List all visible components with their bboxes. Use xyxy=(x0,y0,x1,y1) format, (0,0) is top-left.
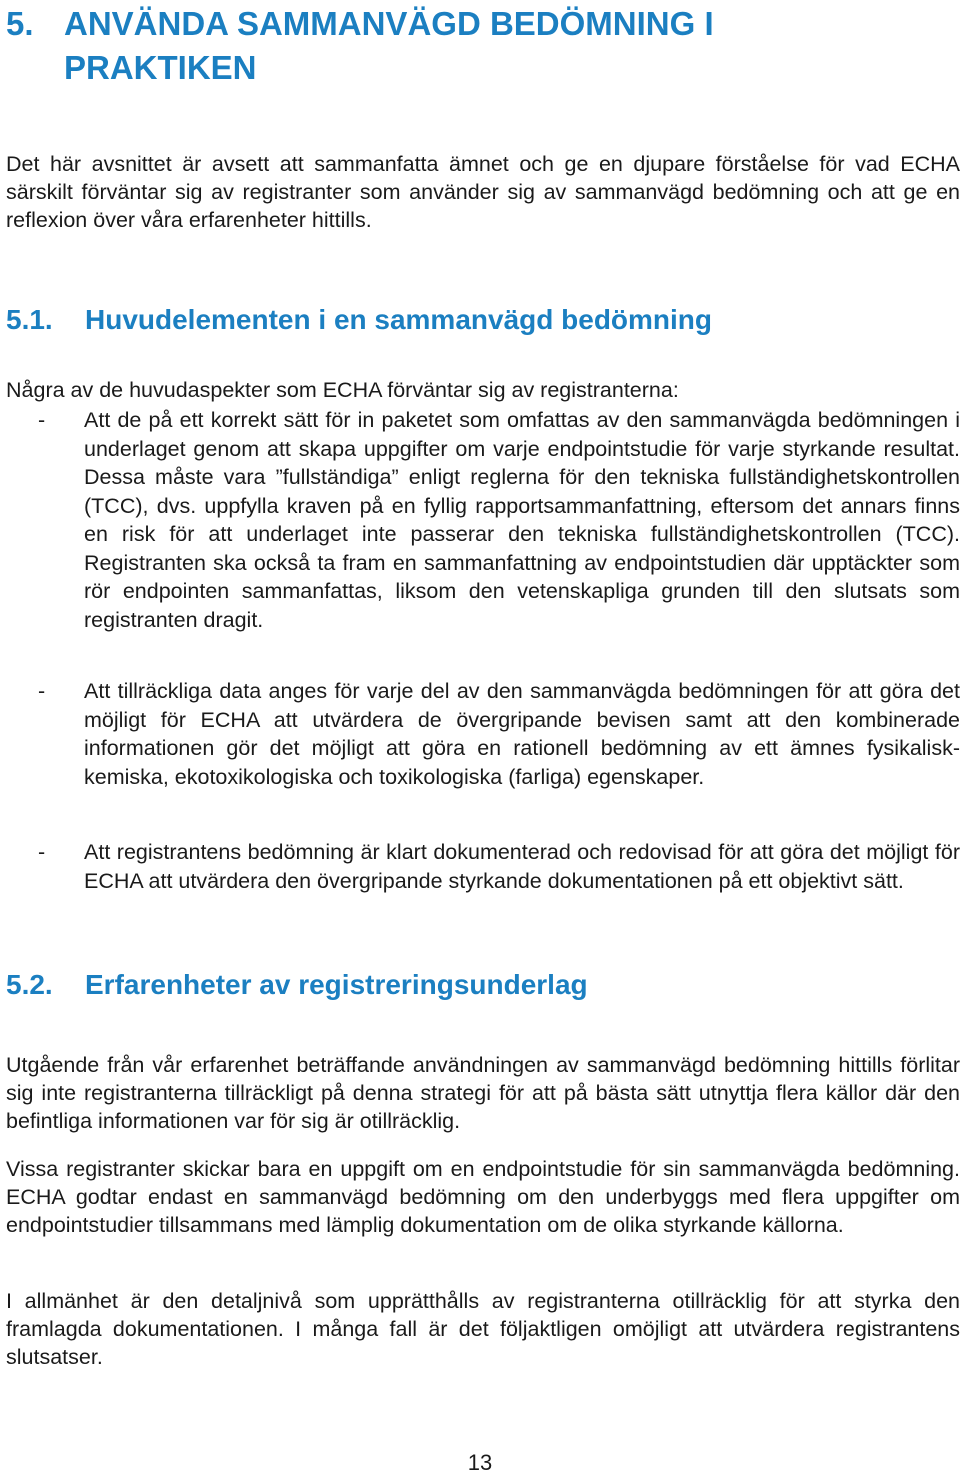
bullet-dash: - xyxy=(38,408,46,432)
bullet-text: Att registrantens bedömning är klart dokumenterad och redovisad för att göra det möjligt för ECHA att utvärdera den övergripande styrkande dokumentationen på ett objektivt sätt. xyxy=(84,840,960,893)
section-5-2-title: Erfarenheter av registreringsunderlag xyxy=(85,969,588,1000)
section-5-1-lead: Några av de huvudaspekter som ECHA förväntar sig av registranterna: xyxy=(6,378,679,402)
bullet-dash: - xyxy=(38,679,46,703)
chapter-title xyxy=(6,2,946,90)
intro-paragraph: Det här avsnittet är avsett att sammanfatta ämnet och ge en djupare förståelse för vad ECHA särskilt förväntar sig av registranter som använder sig av sammanvägd bedömning och att ge en reflexion över våra erfarenheter hittills. xyxy=(6,152,960,232)
section-5-2-paragraph: Utgående från vår erfarenhet beträffande användningen av sammanvägd bedömning hittills förlitar sig inte registranterna tillräckligt på denna strategi för att på bästa sätt utnyttja flera källor där den befintliga informationen var för sig är otillräcklig. xyxy=(6,1053,960,1133)
chapter-number: 5. xyxy=(6,5,34,42)
chapter-title-line1: ANVÄNDA SAMMANVÄGD BEDÖMNING I xyxy=(64,5,714,42)
section-5-1-title: Huvudelementen i en sammanvägd bedömning xyxy=(85,304,713,335)
section-5-1-heading xyxy=(6,302,712,338)
chapter-title-line2: PRAKTIKEN xyxy=(64,49,257,86)
section-5-1-number: 5.1. xyxy=(6,304,53,335)
section-5-2-heading xyxy=(6,967,588,1003)
bullet-text: Att tillräckliga data anges för varje del av den sammanvägda bedömningen för att göra det möjligt för ECHA att utvärdera de övergripande bevisen samt att den kombinerade informationen gör det möjligt att göra en rationell bedömning av ett ämnes fysikalisk-kemiska, ekotoxikologiska och toxikologiska (farliga) egenskaper. xyxy=(84,679,960,789)
bullet-dash: - xyxy=(38,840,46,864)
bullet-text: Att de på ett korrekt sätt för in paketet som omfattas av den sammanvägda bedömningen i underlaget genom att skapa uppgifter om varje endpointstudie för varje styrkande resultat. Dessa måste vara ”fullständiga” enligt reglerna för den tekniska fullständighetskontrollen (TCC), dvs. uppfylla kraven på en fyllig rapportsammanfattning, eftersom det annars finns en risk för att underlaget inte passerar den tekniska fullständighetskontrollen (TCC). Registranten ska också ta fram en sammanfattning av endpointstudien där upptäckter som rör endpointen sammanfattas, liksom den vetenskapliga grunden till den slutsats som registranten dragit. xyxy=(84,408,960,632)
page-number: 13 xyxy=(467,1450,493,1475)
section-5-2-paragraph: Vissa registranter skickar bara en uppgift om en endpointstudie för sin sammanvägda bedömning. ECHA godtar endast en sammanvägd bedömning om den underbyggs med flera uppgifter om endpointstudier tillsammans med lämplig dokumentation om de olika styrkande källorna. xyxy=(6,1157,960,1237)
section-5-2-paragraph: I allmänhet är den detaljnivå som upprätthålls av registranterna otillräcklig för att styrka den framlagda dokumentationen. I många fall är det följaktligen omöjligt att utvärdera registrantens slutsatser. xyxy=(6,1289,960,1369)
section-5-2-number: 5.2. xyxy=(6,969,53,1000)
